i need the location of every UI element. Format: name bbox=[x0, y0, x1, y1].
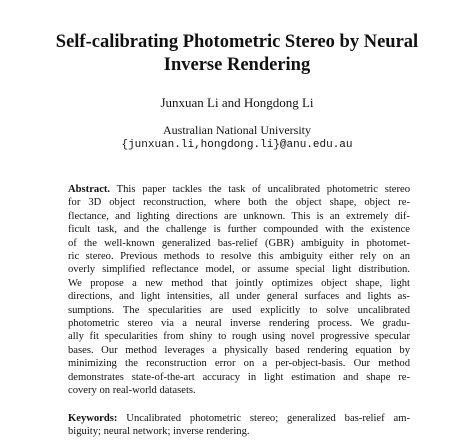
affiliation: Australian National University bbox=[163, 123, 311, 137]
abstract-line bbox=[68, 183, 410, 196]
abstract bbox=[68, 183, 410, 398]
abstract-line: ally fit specularities from shiny to rough using novel progressive specular bbox=[68, 331, 410, 343]
authors: Junxuan Li and Hongdong Li bbox=[160, 95, 314, 110]
abstract-line: overly simplified reflectance model, or assume special light distribution. bbox=[68, 264, 410, 276]
keywords bbox=[68, 412, 410, 439]
abstract-line: ric stereo. Previous methods to resolve this ambiguity either rely on an bbox=[68, 251, 410, 263]
abstract-line: flectance, and lighting directions are unknown. This is an extremely dif- bbox=[68, 210, 410, 222]
abstract-line: covery on real-world datasets. bbox=[68, 385, 196, 397]
title-line-1: Self-calibrating Photometric Stereo by Neural bbox=[55, 32, 419, 52]
keywords-line: biguity; neural network; inverse rendering. bbox=[68, 426, 250, 438]
abstract-line: for 3D object reconstruction, where both the object shape, object re- bbox=[68, 197, 410, 209]
abstract-line: directions, and light intensities, all under general surfaces and lights as- bbox=[68, 291, 410, 303]
keywords-text: Uncalibrated photometric stereo; generalized bas-relief am- bbox=[117, 413, 410, 424]
abstract-line: demonstrates state-of-the-art accuracy in light estimation and shape re- bbox=[68, 371, 410, 383]
abstract-text: This paper tackles the task of uncalibrated photometric stereo bbox=[110, 184, 410, 195]
abstract-heading: Abstract. bbox=[68, 184, 111, 195]
abstract-line: photometric stereo via a neural inverse rendering process. We gradu- bbox=[68, 318, 410, 330]
abstract-line: ficult task, and the challenge is further compounded with the existence bbox=[68, 224, 410, 236]
abstract-line: of the well-known generalized bas-relief (GBR) ambiguity in photomet- bbox=[68, 237, 410, 249]
abstract-line: We propose a new method that jointly optimizes object shape, light bbox=[68, 277, 410, 289]
abstract-line: minimizing the reconstruction error on a per-object-basis. Our method bbox=[68, 358, 410, 370]
abstract-line: bases. Our method leverages a physically based rendering equation by bbox=[68, 344, 410, 356]
author-email: {junxuan.li,hongdong.li}@anu.edu.au bbox=[121, 139, 353, 151]
paper-title bbox=[20, 31, 454, 77]
keywords-heading: Keywords: bbox=[68, 413, 118, 424]
keywords-line bbox=[68, 412, 410, 425]
abstract-line: sumptions. The specularities are used explicitly to solve uncalibrated bbox=[68, 304, 410, 316]
title-line-2: Inverse Rendering bbox=[163, 55, 311, 75]
